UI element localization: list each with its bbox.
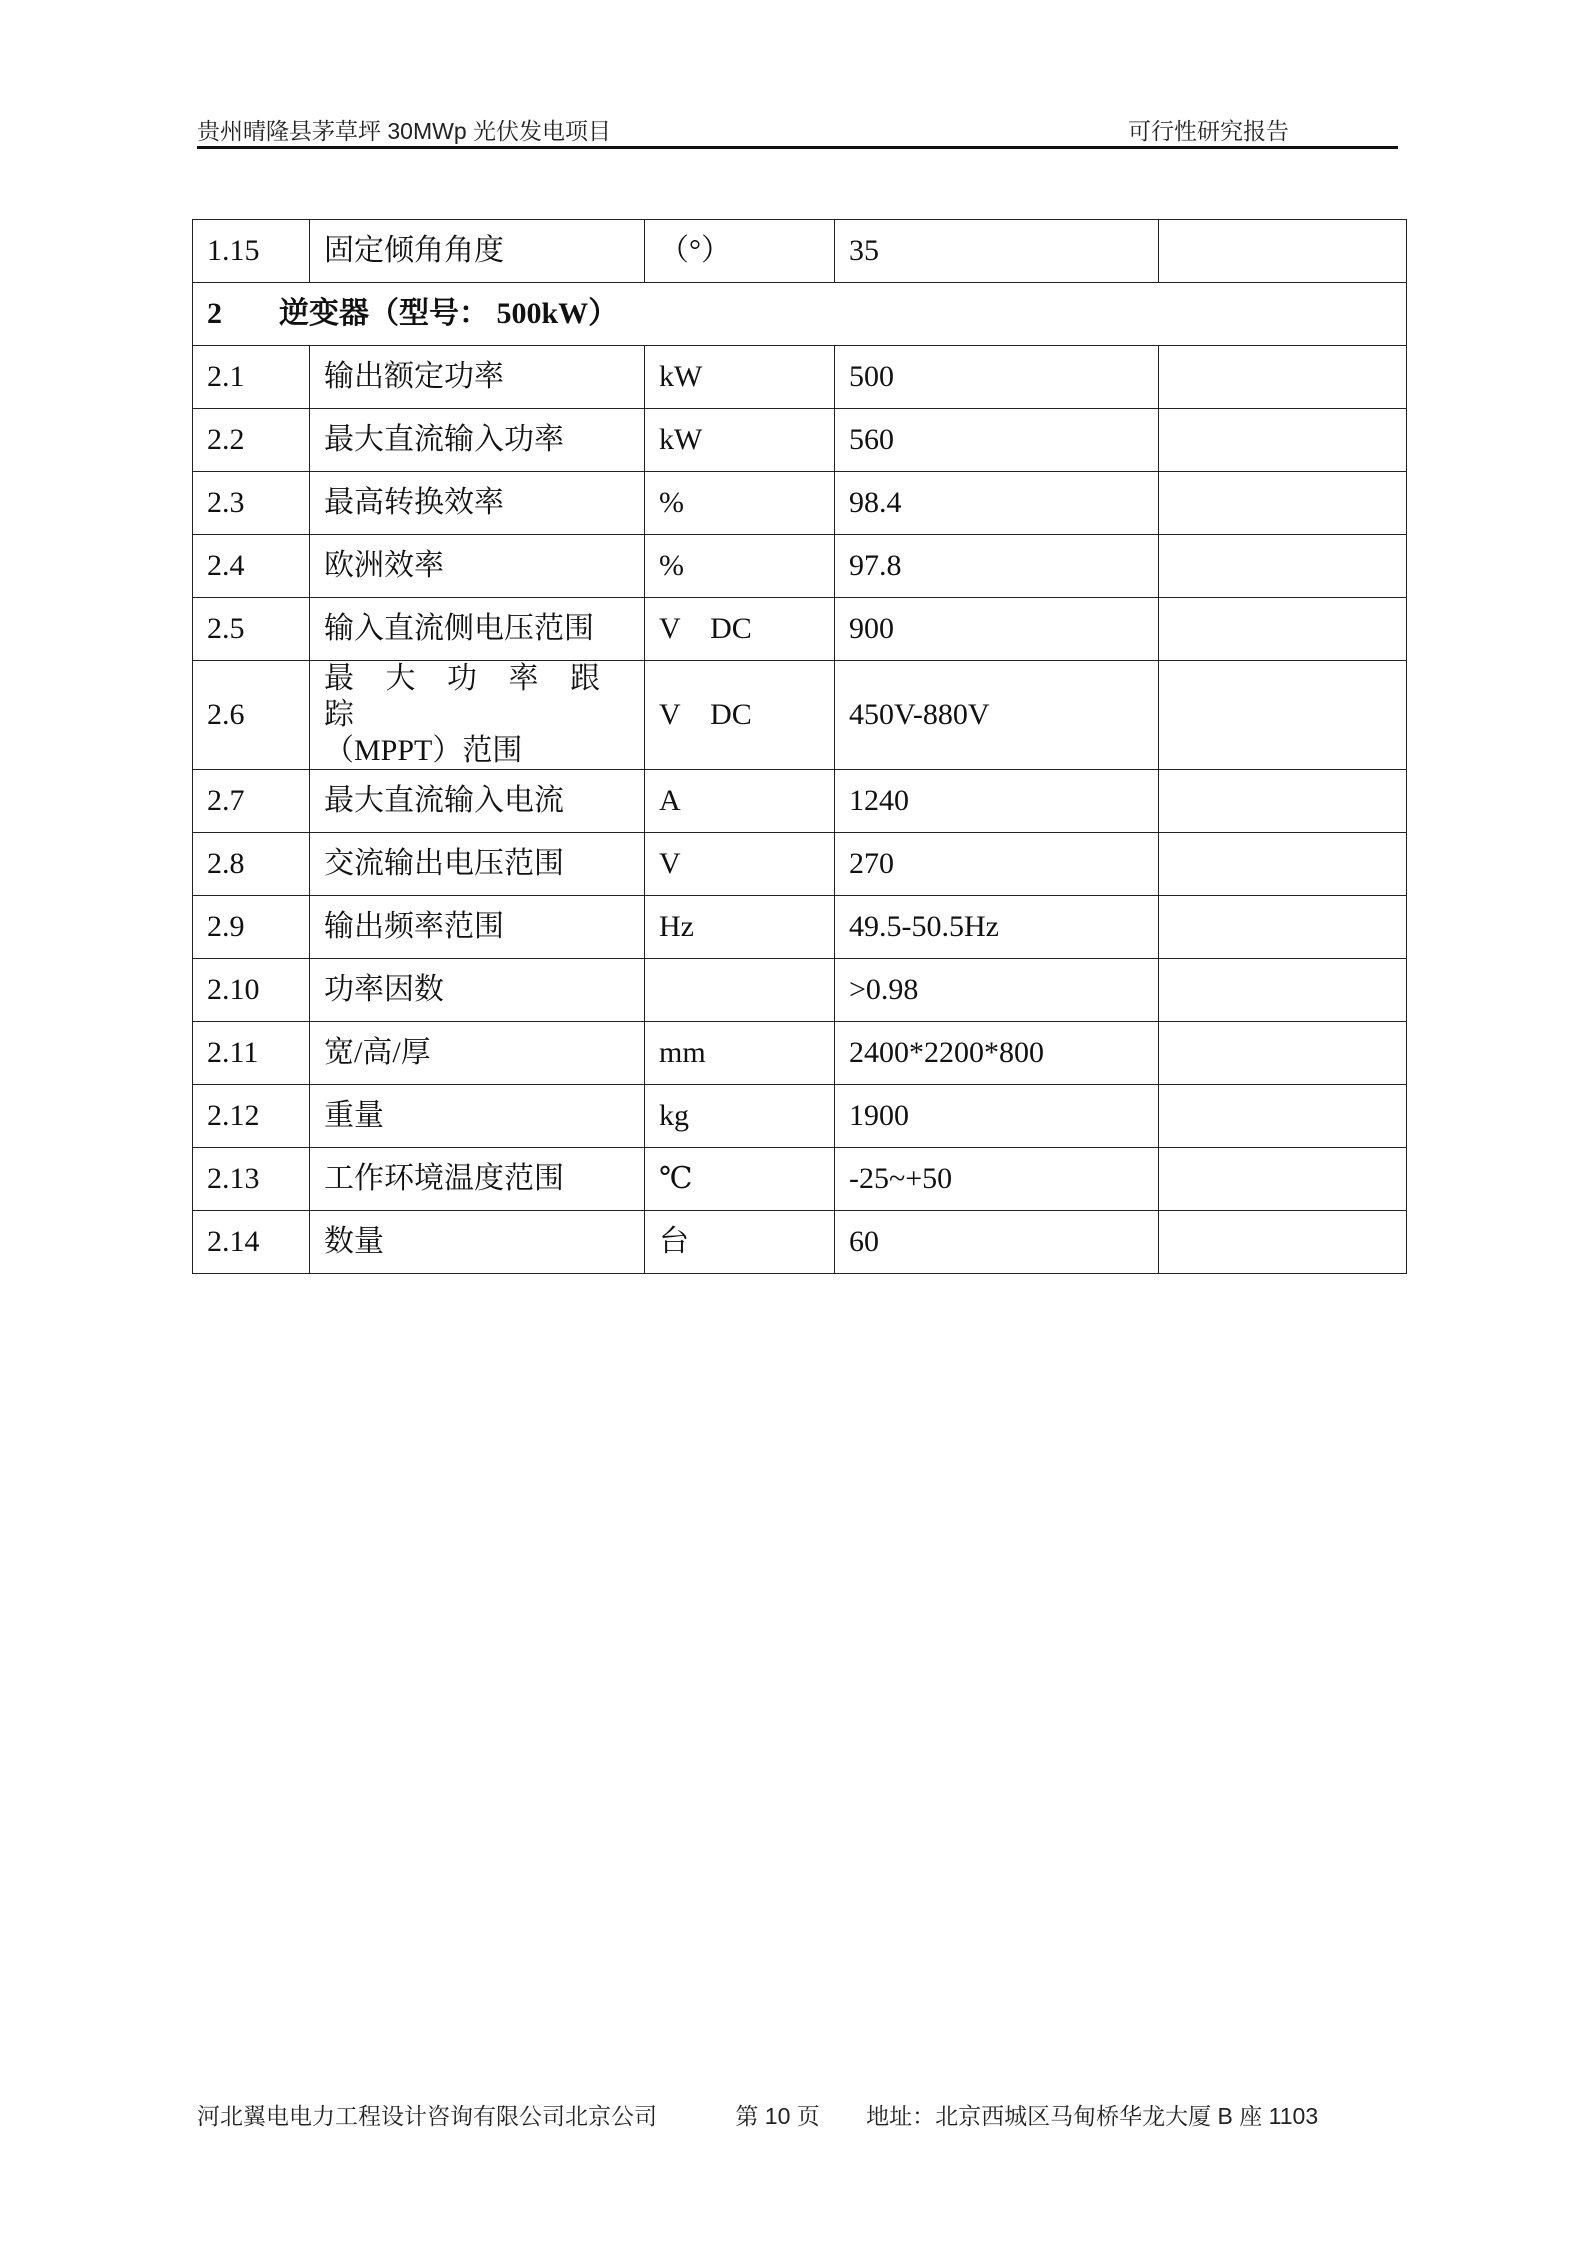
section-row xyxy=(193,283,1407,346)
table-row xyxy=(193,472,1407,535)
page-number: 第 10 页 xyxy=(735,2103,820,2129)
table-row xyxy=(193,661,1407,770)
row-note xyxy=(1159,1085,1407,1148)
row-note xyxy=(1159,472,1407,535)
row-number: 2.8 xyxy=(193,833,310,896)
table-row xyxy=(193,833,1407,896)
table-row xyxy=(193,535,1407,598)
table-row xyxy=(193,1022,1407,1085)
row-number: 2.3 xyxy=(193,472,310,535)
row-value: 270 xyxy=(835,833,1159,896)
report-type: 可行性研究报告 xyxy=(1128,118,1289,144)
row-value: -25~+50 xyxy=(835,1148,1159,1211)
row-name-line2: （MPPT）范围 xyxy=(324,734,523,767)
row-value: 500 xyxy=(835,346,1159,409)
row-note xyxy=(1159,1148,1407,1211)
row-unit: mm xyxy=(645,1022,835,1085)
row-number: 2.9 xyxy=(193,896,310,959)
row-unit: V DC xyxy=(645,598,835,661)
row-name: 最大直流输入功率 xyxy=(310,409,645,472)
row-name: 欧洲效率 xyxy=(310,535,645,598)
footer-address: 地址：北京西城区马甸桥华龙大厦 B 座 1103 xyxy=(866,2103,1319,2129)
row-unit: （°） xyxy=(645,220,835,283)
row-unit: % xyxy=(645,472,835,535)
row-number: 2.13 xyxy=(193,1148,310,1211)
row-name: 重量 xyxy=(310,1085,645,1148)
row-note xyxy=(1159,535,1407,598)
project-title: 贵州晴隆县茅草坪 30MWp 光伏发电项目 xyxy=(197,118,612,144)
row-unit: Hz xyxy=(645,896,835,959)
row-value: 560 xyxy=(835,409,1159,472)
row-value: 98.4 xyxy=(835,472,1159,535)
row-number: 2.10 xyxy=(193,959,310,1022)
section-title: 逆变器（型号： 500kW） xyxy=(279,297,619,330)
row-value: 35 xyxy=(835,220,1159,283)
row-unit xyxy=(645,959,835,1022)
section-number: 2 xyxy=(207,297,222,330)
row-number: 2.7 xyxy=(193,770,310,833)
row-number: 2.5 xyxy=(193,598,310,661)
row-unit: A xyxy=(645,770,835,833)
row-name: 最大直流输入电流 xyxy=(310,770,645,833)
row-name xyxy=(310,661,645,770)
row-unit: kg xyxy=(645,1085,835,1148)
row-name-line1: 最 大 功 率 跟 踪 xyxy=(324,662,612,731)
table-row xyxy=(193,220,1407,283)
table-row xyxy=(193,1211,1407,1274)
row-value: 49.5-50.5Hz xyxy=(835,896,1159,959)
row-unit: V DC xyxy=(645,661,835,770)
row-number: 2.12 xyxy=(193,1085,310,1148)
row-unit: kW xyxy=(645,346,835,409)
row-value: 60 xyxy=(835,1211,1159,1274)
page-footer xyxy=(197,2098,1417,2131)
row-value: 900 xyxy=(835,598,1159,661)
table-row xyxy=(193,1148,1407,1211)
table-row xyxy=(193,346,1407,409)
row-value: 2400*2200*800 xyxy=(835,1022,1159,1085)
row-value: >0.98 xyxy=(835,959,1159,1022)
row-number: 2.1 xyxy=(193,346,310,409)
row-note xyxy=(1159,770,1407,833)
footer-company: 河北翼电电力工程设计咨询有限公司北京公司 xyxy=(197,2103,657,2129)
row-note xyxy=(1159,409,1407,472)
row-unit: V xyxy=(645,833,835,896)
row-note xyxy=(1159,598,1407,661)
row-note xyxy=(1159,346,1407,409)
row-note xyxy=(1159,220,1407,283)
row-note xyxy=(1159,1211,1407,1274)
row-name: 输出额定功率 xyxy=(310,346,645,409)
row-name: 交流输出电压范围 xyxy=(310,833,645,896)
row-value: 1240 xyxy=(835,770,1159,833)
row-name: 数量 xyxy=(310,1211,645,1274)
header-divider xyxy=(197,146,1398,149)
row-name: 工作环境温度范围 xyxy=(310,1148,645,1211)
table-row xyxy=(193,409,1407,472)
row-number: 2.4 xyxy=(193,535,310,598)
row-value: 450V-880V xyxy=(835,661,1159,770)
row-note xyxy=(1159,896,1407,959)
row-unit: % xyxy=(645,535,835,598)
table-row xyxy=(193,959,1407,1022)
row-value: 1900 xyxy=(835,1085,1159,1148)
row-note xyxy=(1159,833,1407,896)
row-unit: 台 xyxy=(645,1211,835,1274)
spec-table xyxy=(192,219,1407,1274)
row-number: 2.14 xyxy=(193,1211,310,1274)
row-number: 2.11 xyxy=(193,1022,310,1085)
row-number: 1.15 xyxy=(193,220,310,283)
table-row xyxy=(193,770,1407,833)
row-name: 输出频率范围 xyxy=(310,896,645,959)
row-name: 宽/高/厚 xyxy=(310,1022,645,1085)
row-note xyxy=(1159,661,1407,770)
table-row xyxy=(193,598,1407,661)
row-number: 2.2 xyxy=(193,409,310,472)
row-unit: ℃ xyxy=(645,1148,835,1211)
row-number: 2.6 xyxy=(193,661,310,770)
row-unit: kW xyxy=(645,409,835,472)
row-name: 功率因数 xyxy=(310,959,645,1022)
row-note xyxy=(1159,959,1407,1022)
row-name: 固定倾角角度 xyxy=(310,220,645,283)
table-row xyxy=(193,896,1407,959)
section-heading xyxy=(193,283,1407,346)
row-value: 97.8 xyxy=(835,535,1159,598)
row-name: 最高转换效率 xyxy=(310,472,645,535)
table-row xyxy=(193,1085,1407,1148)
row-name: 输入直流侧电压范围 xyxy=(310,598,645,661)
page-header xyxy=(197,113,1397,149)
row-note xyxy=(1159,1022,1407,1085)
